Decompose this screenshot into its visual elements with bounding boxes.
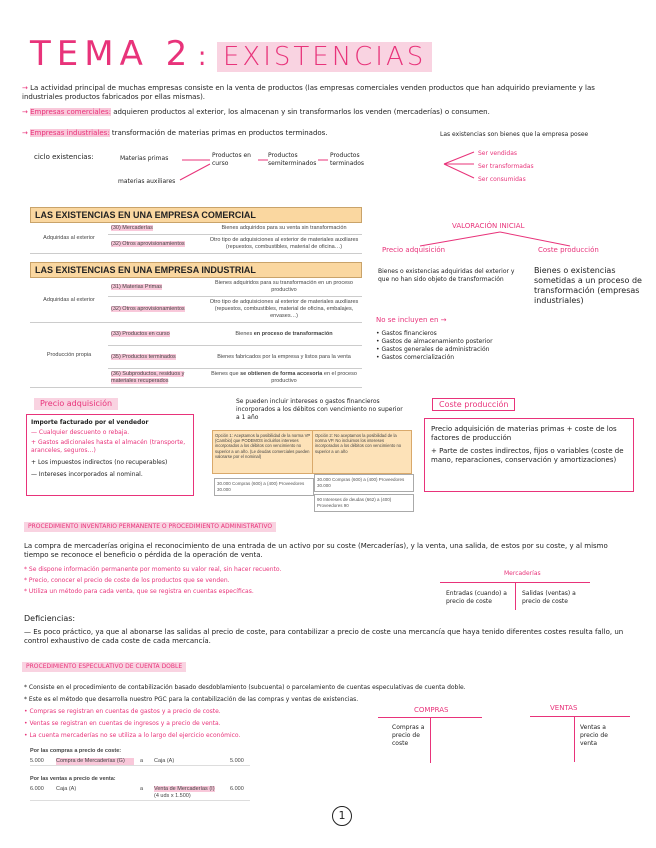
especulativo-sublist	[24, 708, 344, 740]
precio-adq-title: Precio adquisición	[34, 398, 118, 410]
table-desc: Bienes adquiridos para su transformación en un proceso productivo	[206, 278, 362, 297]
inventario-title: PROCEDIMIENTO INVENTARIO PERMANENTE O PROCEDIMIENTO ADMINISTRATIVO	[24, 522, 276, 532]
valoracion-left-text: Bienes o existencias adquiridas del exterior y que no han sido objeto de transformación	[378, 268, 515, 283]
cycle-para-0: Ser vendidas	[478, 150, 518, 157]
ledger-2: 30.000 Compras (600) a (400) Proveedores 30.000	[314, 474, 414, 492]
list-item: • Compras se registran en cuentas de gastos y a precio de coste.	[24, 708, 221, 715]
table-code: (36) Subproductos, residuos y materiales recuperados	[111, 371, 185, 384]
cycle-arrows	[176, 150, 346, 190]
t-account-ventas-text: Ventas a precio de venta	[580, 724, 608, 747]
title-row	[30, 34, 432, 74]
deficiencias-title: Deficiencias:	[24, 614, 76, 623]
list-item: • La cuenta mercaderías no se utiliza a lo largo del ejercicio económico.	[24, 732, 241, 739]
no-incluyen-label: No se incluyen en →	[376, 316, 447, 324]
list-item: * Precio, conocer el precio de coste de los productos que se venden.	[24, 577, 230, 584]
intro-p1	[22, 84, 622, 102]
journal-1	[30, 748, 250, 766]
table-industrial-heading: LAS EXISTENCIAS EN UNA EMPRESA INDUSTRIAL	[30, 262, 362, 278]
table-desc: Bienes adquiridos para su venta sin transformación	[206, 223, 362, 235]
table-code: (31) Materias Primas	[111, 283, 163, 290]
t-account-compras: COMPRAS	[414, 706, 449, 714]
ledger-3: 90 Intereses de deudas (662) a (400) Proveedores 90	[314, 494, 414, 512]
intro-p3	[22, 129, 442, 138]
list-item: * Utiliza un método para cada venta, que se registra en cuentas específicas.	[24, 588, 254, 595]
list-item: — Cualquier descuento o rebaja.	[31, 429, 130, 436]
table-code: (33) Productos en curso	[111, 330, 170, 337]
especulativo-list	[24, 684, 584, 704]
list-item: — Intereses incorporados al nominal.	[31, 471, 143, 478]
cycle-materias-auxiliares: materias auxiliares	[118, 178, 176, 185]
t-account-v-line	[430, 717, 431, 763]
valoracion-right-text: Bienes o existencias sometidas a un proceso de transformación (empresas industriales)	[534, 266, 642, 305]
table-desc: Bienes que se obtienen de forma accesoria en el proceso productivo	[206, 369, 362, 388]
precio-adq-note: Se pueden incluir intereses o gastos financieros incorporados a los débitos con vencimiento no superior a 1 año	[236, 398, 403, 421]
title-main: TEMA 2	[30, 34, 194, 74]
t-account-mercaderias: Mercaderías	[504, 570, 541, 577]
cycle-en-curso: Productos en curso	[212, 152, 251, 167]
valoracion-right: Coste producción	[538, 246, 599, 254]
cycle-materias-primas: Materias primas	[120, 155, 169, 162]
list-item: * Este es el método que desarrolla nuestro PGC para la contabilización de las compras y ventas de existencias.	[24, 696, 359, 703]
precio-adq-heading: Importe facturado por el vendedor	[31, 419, 149, 426]
intro-p3-aside: Las existencias son bienes que la empresa posee	[440, 131, 589, 138]
especulativo-title: PROCEDIMIENTO ESPECULATIVO DE CUENTA DOBLE	[22, 662, 186, 672]
table-desc: Otro tipo de adquisiciones al exterior de materiales auxiliares (repuestos, combustibles, material de oficina…)	[206, 235, 362, 254]
t-account-v-line	[515, 582, 516, 610]
cycle-semiterminados: Productos semiterminados	[268, 152, 317, 167]
title-colon: :	[197, 42, 213, 72]
t-account-ventas: VENTAS	[550, 704, 578, 712]
cycle-fork	[440, 144, 480, 184]
table-code: (32) Otros aprovisionamientos	[111, 240, 185, 247]
table-code: (32) Otros aprovisionamientos	[111, 306, 185, 312]
intro-p2-text: adquieren productos al exterior, los almacenan y sin transformarlos los venden (mercaderías) o consumen.	[113, 108, 490, 116]
cycle-terminados: Productos terminados	[330, 152, 365, 167]
no-incluyen-list	[376, 330, 526, 362]
t-account-entradas: Entradas (cuando) a precio de coste	[446, 590, 507, 605]
table-industrial-body	[30, 278, 362, 388]
deficiencias-text: — Es poco práctico, ya que al abonarse las salidas al precio de coste, para contabilizar a precio de coste una mercancía que haya tenido diferentes costes resulta fallo, un control exhaustivo de cada coste de cada mercancía.	[24, 628, 624, 645]
table-group: Adquiridas al exterior	[30, 278, 108, 323]
arrow-icon: →	[22, 129, 28, 137]
t-account-h-line	[530, 716, 630, 717]
intro-p2	[22, 108, 622, 117]
t-account-v-line	[574, 716, 575, 762]
cycle-para-2: Ser consumidas	[478, 176, 526, 183]
list-item: • Gastos de almacenamiento posterior	[376, 338, 493, 345]
list-item: • Ventas se registran en cuentas de ingresos y a precio de venta.	[24, 720, 221, 727]
coste-prod-title-box	[432, 400, 515, 410]
title-sub: EXISTENCIAS	[217, 42, 432, 72]
inventario-list	[24, 566, 424, 596]
precio-adq-box	[26, 414, 194, 496]
precio-adq-content	[27, 415, 193, 483]
coste-prod-p2: + Parte de costes indirectos, fijos o variables (coste de mano, reparaciones, conservación y amortizaciones)	[431, 447, 624, 464]
coste-prod-box	[424, 418, 634, 492]
intro-p2-label: Empresas comerciales:	[30, 108, 111, 116]
intro-p1-text: La actividad principal de muchas empresas consiste en la venta de productos (las empresas comerciales venden productos que han adquirido previamente y las industriales productos fabricados por ellas mismas).	[22, 84, 595, 101]
arrow-icon: →	[22, 108, 28, 116]
arrow-icon: →	[22, 84, 28, 92]
list-item: • Gastos generales de administración	[376, 346, 490, 353]
list-item: • Gastos financieros	[376, 330, 437, 337]
coste-prod-content	[425, 419, 633, 471]
table-comercial-body	[30, 223, 362, 254]
journal-2	[30, 776, 250, 801]
t-account-salidas: Salidas (ventas) a precio de coste	[522, 590, 576, 605]
page-number: 1	[332, 806, 352, 826]
journal-entry: 5.000 Compra de Mercaderías (G) a Caja (A) 5.000	[30, 758, 250, 766]
table-code: (35) Productos terminados	[111, 353, 176, 360]
table-code: (30) Mercaderías	[111, 225, 153, 231]
table-comercial	[30, 207, 362, 254]
intro-p3-text: transformación de materias primas en productos terminados.	[111, 129, 328, 137]
list-item: * Se dispone información permanente por momento su valor real, sin hacer recuento.	[24, 566, 282, 573]
coste-prod-title: Coste producción	[432, 398, 515, 411]
list-item: + Los impuestos indirectos (no recuperables)	[31, 459, 168, 466]
journal-entry: 6.000 Caja (A) a Venta de Mercaderías (I) (4 uds x 1.500) 6.000	[30, 786, 250, 801]
table-desc: Otro tipo de adquisiciones al exterior de materiales auxiliares (repuestos, combustibles, material de oficina, embalajes, envases…)	[206, 297, 362, 323]
intro-p3-label: Empresas industriales:	[30, 129, 110, 137]
table-row	[30, 278, 362, 297]
table-desc: Bienes fabricados por la empresa y listos para la venta	[206, 346, 362, 369]
valoracion-left: Precio adquisición	[382, 246, 446, 254]
table-industrial	[30, 262, 362, 388]
inventario-p1: La compra de mercaderías origina el reconocimiento de una entrada de un activo por su coste (Mercaderías), y la venta, una salida, de estos por su coste, y al mismo tiempo se reconoce el beneficio o pérdida de la operación de venta.	[24, 542, 608, 559]
journal-1-title: Por las compras a precio de coste:	[30, 748, 122, 754]
list-item: • Gastos comercialización	[376, 354, 455, 361]
table-group: Adquiridas al exterior	[30, 223, 108, 254]
opcion-1-box: Opción 1: Aceptamos la posibilidad de la norma VP (Cambio) que PODEMOS incluirlos intereses incorporados a los débitos con vencimiento no superior a un año. (Le deudas comerciales pueden valorarse por el nominal)	[212, 430, 314, 474]
ledger-1: 30.000 Compras (600) a (400) Proveedores 30.000	[214, 478, 314, 496]
t-account-compras-text: Compras a precio de coste	[392, 724, 425, 747]
journal-2-title: Por las ventas a precio de venta:	[30, 776, 116, 782]
cycle-para-1: Ser transformadas	[478, 163, 534, 170]
table-desc: Bienes en proceso de transformación	[206, 323, 362, 346]
table-row	[30, 223, 362, 235]
opcion-2-box: Opción 2: No aceptamos la posibilidad de la norma VP. No incluimos los intereses incorporados a los débitos con vencimiento no superior a un año	[312, 430, 412, 474]
list-item: * Consiste en el procedimiento de contabilización basado desdoblamiento (subcuenta) o parcelamiento de cuentas especulativas de cuenta doble.	[24, 684, 466, 691]
table-row	[30, 323, 362, 346]
table-group: Producción propia	[30, 323, 108, 388]
cycle-label: ciclo existencias:	[34, 153, 94, 161]
valoracion-title: VALORACIÓN INICIAL	[452, 222, 525, 230]
table-comercial-heading: LAS EXISTENCIAS EN UNA EMPRESA COMERCIAL	[30, 207, 362, 223]
coste-prod-p1: Precio adquisición de materias primas + coste de los factores de producción	[431, 425, 617, 442]
list-item: + Gastos adicionales hasta el almacén (transporte, aranceles, seguros…)	[31, 439, 186, 454]
